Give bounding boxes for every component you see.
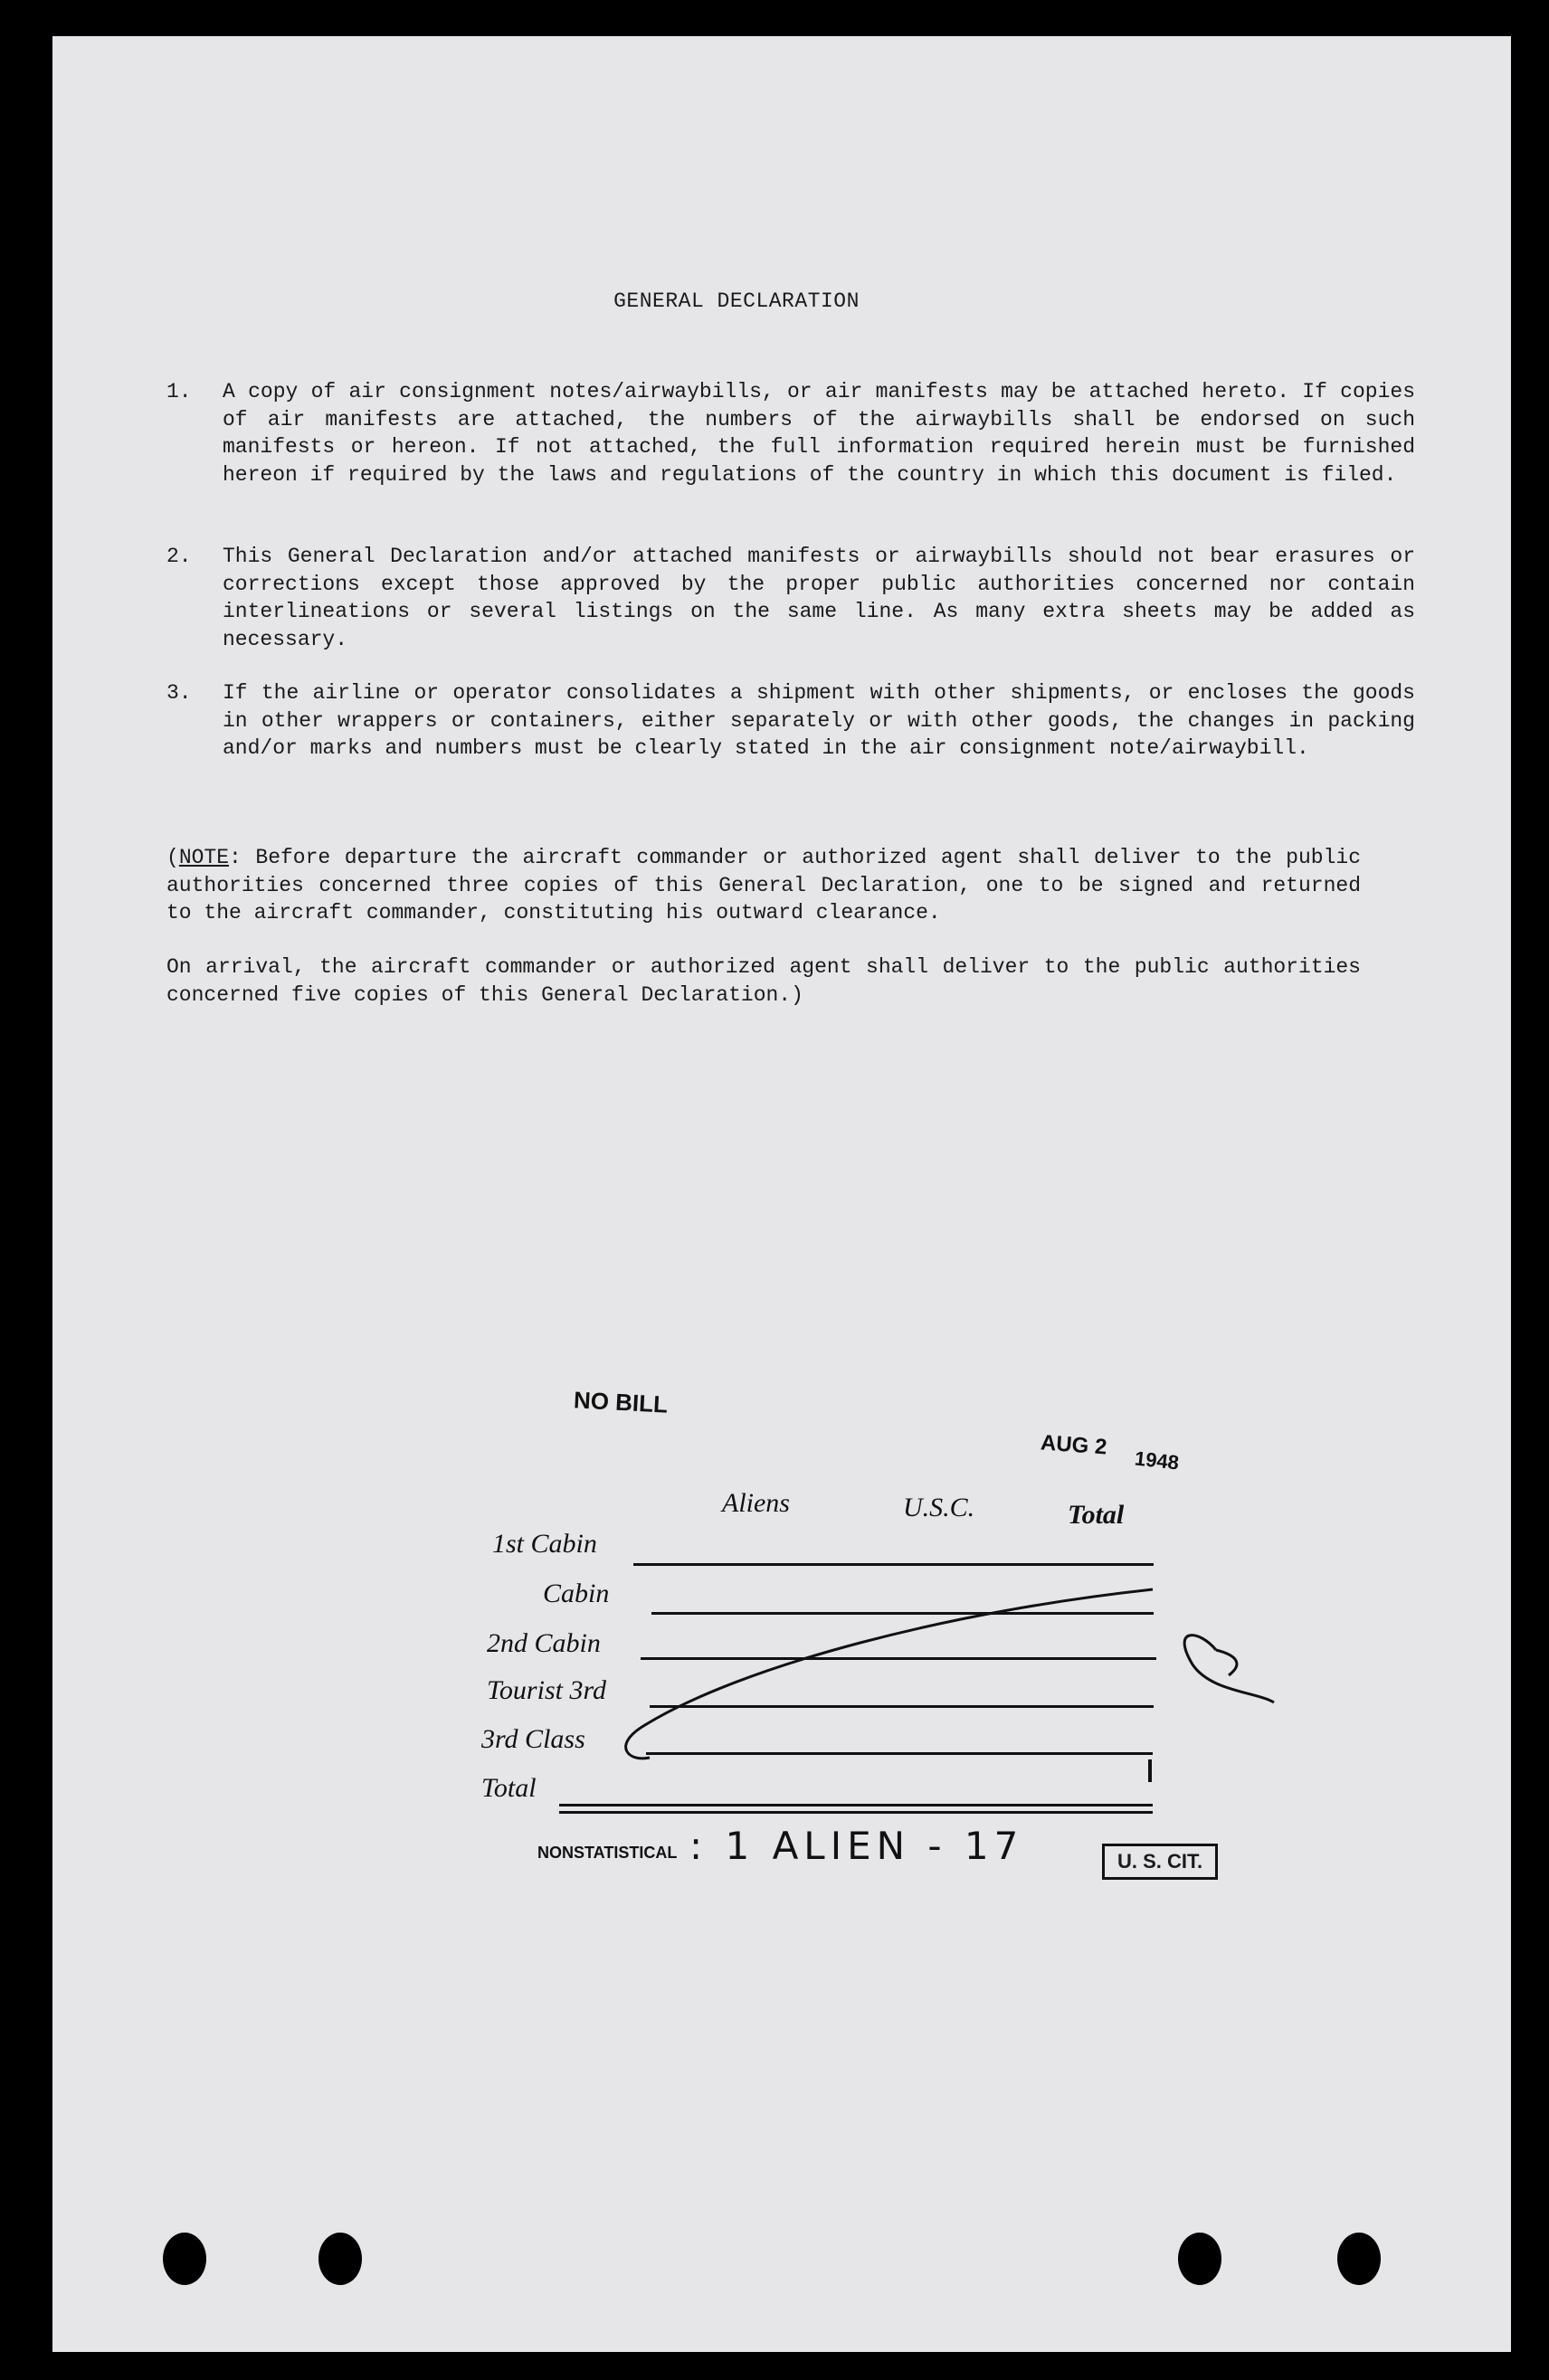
punch-hole	[318, 2233, 362, 2285]
punch-hole	[1337, 2233, 1381, 2285]
item-text: This General Declaration and/or attached manifests or airwaybills should not bear erasures or corrections except those approved by the proper public authorities concerned nor contain interlineations or several listings on the same line. As many extra sheets may be added as necessary.	[223, 545, 1415, 651]
row-cabin: Cabin	[543, 1579, 610, 1608]
arrival-note: On arrival, the aircraft commander or authorized agent shall deliver to the public authorities concerned five copies of this General Declaration.)	[166, 955, 1361, 1007]
note-label: NOTE	[178, 846, 230, 869]
row-2nd-cabin: 2nd Cabin	[487, 1628, 601, 1658]
punch-hole	[1178, 2233, 1221, 2285]
item-number: 3.	[166, 681, 192, 705]
column-aliens: Aliens	[722, 1488, 790, 1518]
row-1st-cabin: 1st Cabin	[492, 1529, 597, 1559]
handwritten-alien-count: : 1 ALIEN - 17	[689, 1824, 1024, 1868]
pen-stroke-curve	[626, 1589, 1153, 1759]
document-sheet	[52, 36, 1511, 2352]
nonstatistical-label: NONSTATISTICAL	[537, 1844, 678, 1862]
note-colon: :	[229, 846, 242, 869]
document-title: GENERAL DECLARATION	[613, 289, 860, 313]
column-usc: U.S.C.	[903, 1493, 975, 1522]
item-text: If the airline or operator consolidates a shipment with other shipments, or encloses the goods in other wrappers or containers, either separately or with other goods, the changes in packing and/or marks and numbers must be clearly stated in the air consignment note/airwaybill.	[223, 681, 1415, 760]
handwriting-marks	[52, 36, 1511, 2352]
stamp-year: 1948	[1133, 1446, 1181, 1474]
note-text: Before departure the aircraft commander or authorized agent shall deliver to the public authorities concerned three copies of this General Declaration, one to be signed and returned to the aircraft commander, constituting his outward clearance.	[166, 846, 1361, 925]
column-total: Total	[1068, 1500, 1125, 1530]
row-3rd-class: 3rd Class	[481, 1724, 585, 1754]
us-cit-box: U. S. CIT.	[1102, 1844, 1218, 1880]
row-total: Total	[481, 1773, 537, 1803]
no-bill-stamp: NO BILL	[573, 1386, 669, 1418]
item-number: 1.	[166, 380, 192, 403]
stamp-date: AUG 2	[1040, 1430, 1108, 1460]
note-paren: (	[166, 846, 179, 869]
item-number: 2.	[166, 545, 192, 568]
pen-stroke-loop	[1184, 1636, 1274, 1702]
row-tourist-3rd: Tourist 3rd	[487, 1675, 607, 1705]
item-text: A copy of air consignment notes/airwaybills, or air manifests may be attached hereto. If copies of air manifests are attached, the numbers of the airwaybills shall be endorsed on such manifests or hereon. If not attached, the full information required herein must be furnished hereon if required by the laws and regulations of the country in which this document is filed.	[223, 380, 1415, 487]
punch-hole	[163, 2233, 206, 2285]
